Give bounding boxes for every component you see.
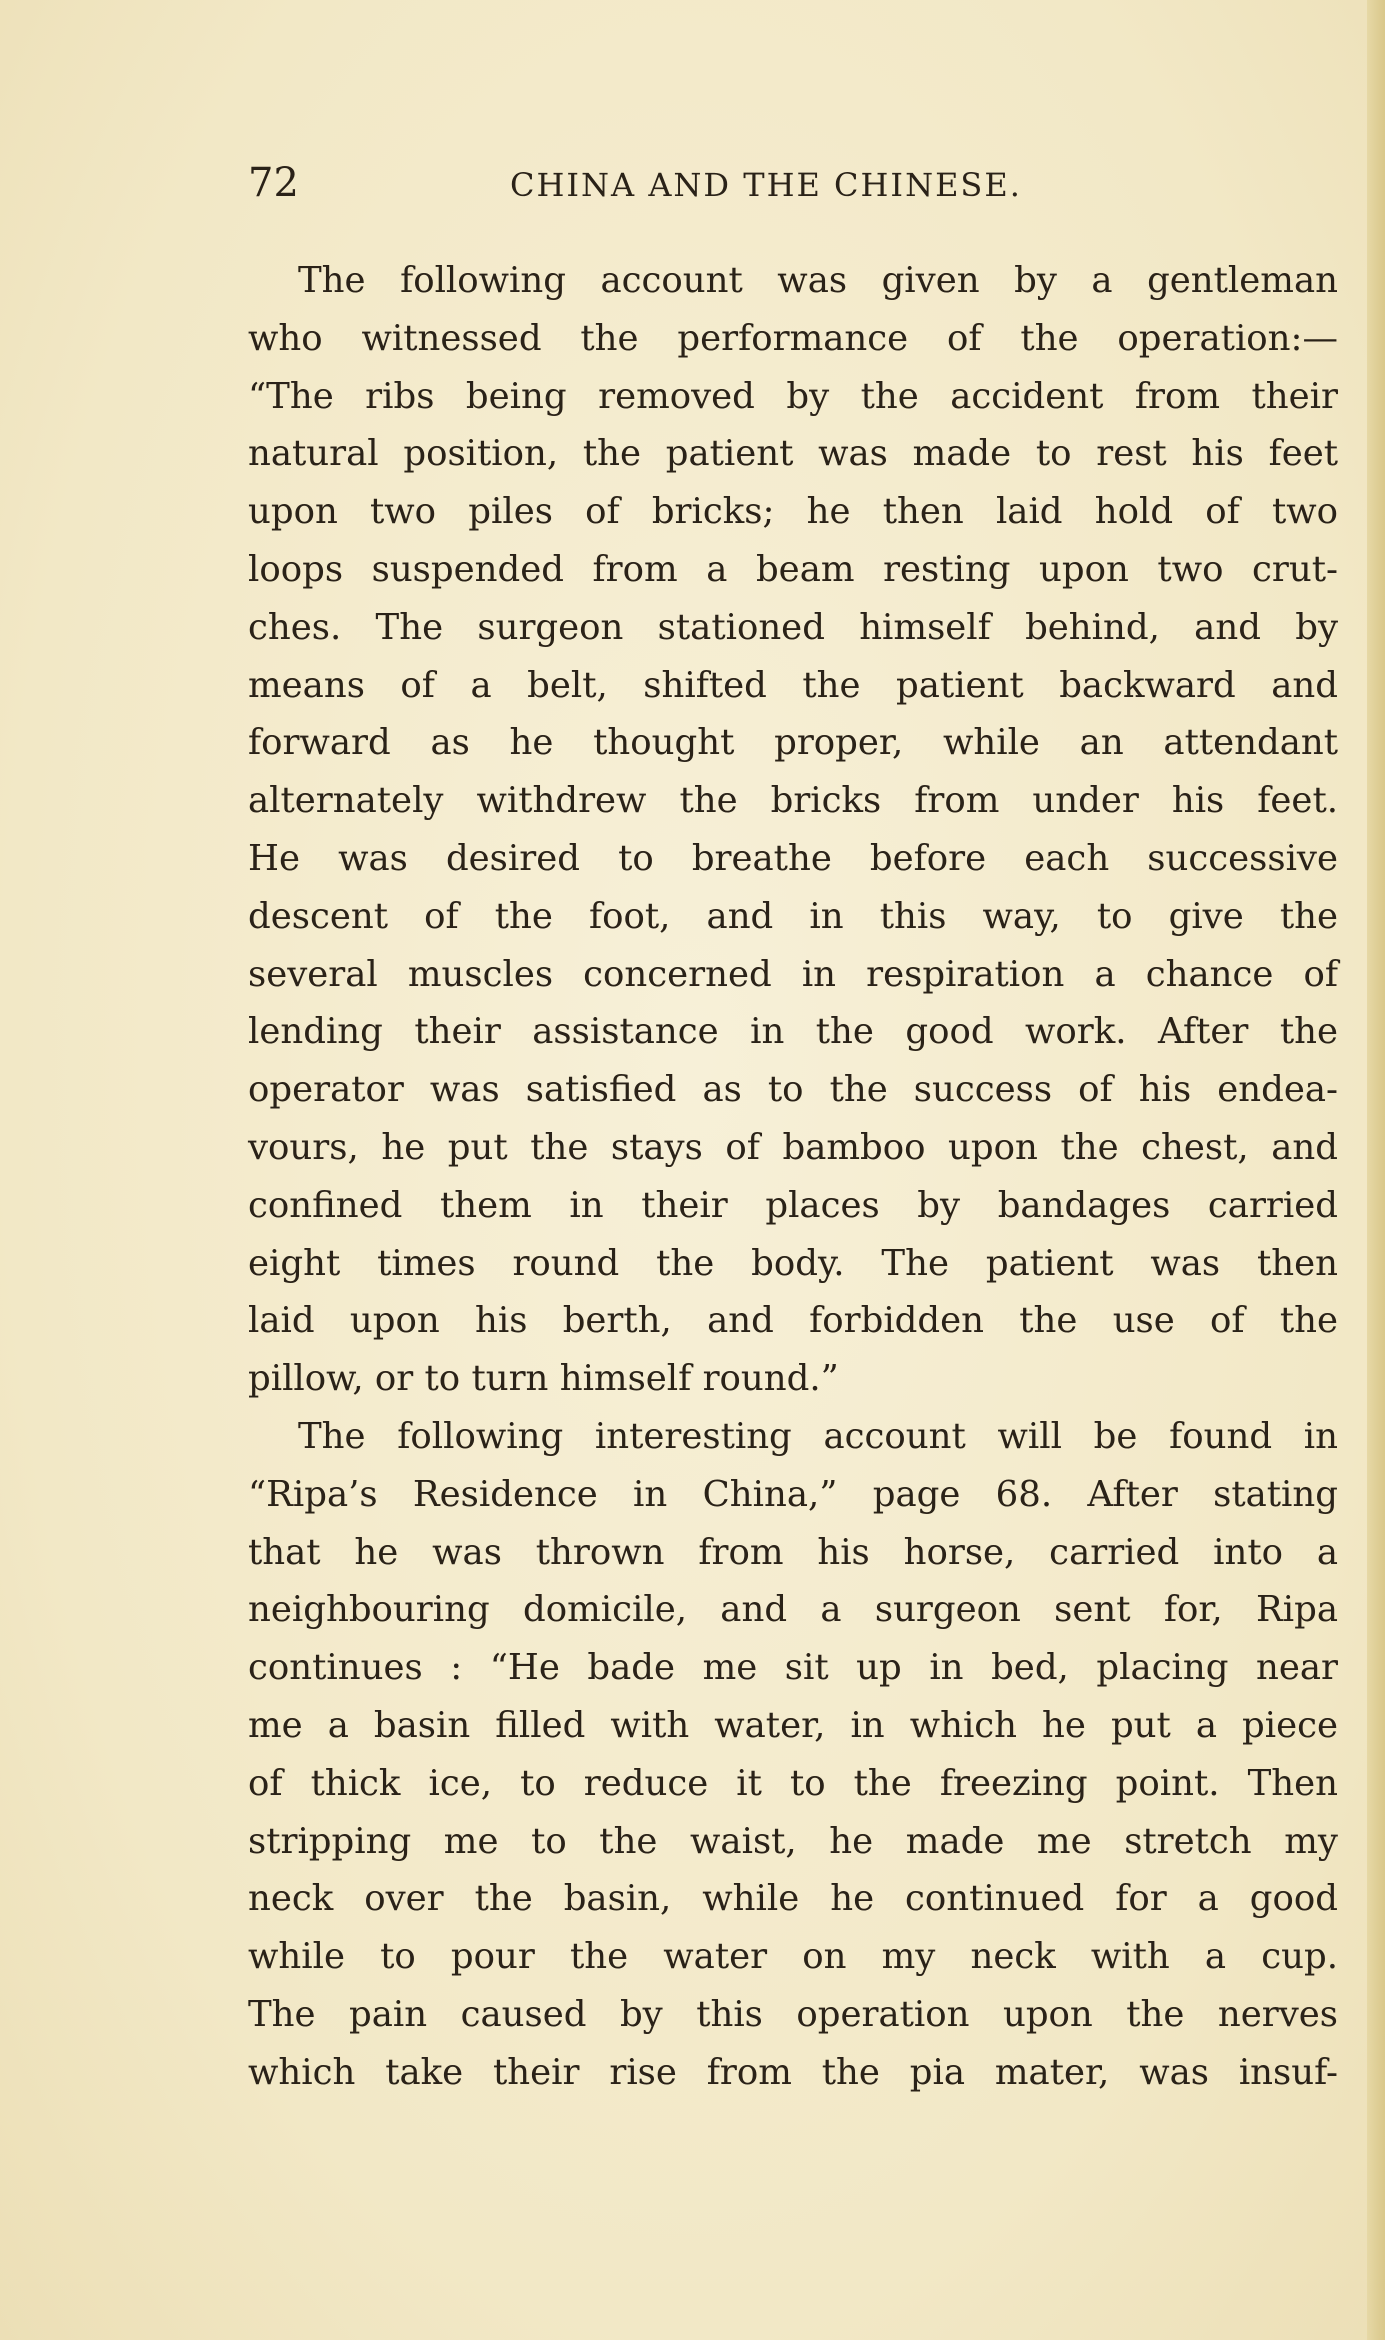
page-edge bbox=[1367, 0, 1385, 2340]
text-line: neck over the basin, while he continued for a good bbox=[248, 1878, 1338, 1920]
text-line: “Ripa’s Residence in China,” page 68. After stating bbox=[248, 1473, 1338, 1515]
text-line: several muscles concerned in respiration a chance of bbox=[248, 953, 1338, 995]
text-line: The pain caused by this operation upon the nerves bbox=[248, 1993, 1338, 2035]
text-line: stripping me to the waist, he made me stretch my bbox=[248, 1820, 1338, 1862]
text-line: forward as he thought proper, while an attendant bbox=[248, 722, 1338, 764]
running-title: CHINA AND THE CHINESE. bbox=[510, 166, 1022, 204]
text-line: upon two piles of bricks; he then laid hold of two bbox=[248, 491, 1338, 533]
text-line: me a basin filled with water, in which he put a piece bbox=[248, 1704, 1338, 1746]
text-line: laid upon his berth, and forbidden the use of the bbox=[248, 1300, 1338, 1342]
text-line: neighbouring domicile, and a surgeon sent for, Ripa bbox=[248, 1589, 1338, 1631]
body-text bbox=[248, 252, 1338, 2102]
text-line: while to pour the water on my neck with a cup. bbox=[248, 1936, 1338, 1978]
page-number: 72 bbox=[248, 160, 299, 206]
text-line: eight times round the body. The patient was then bbox=[248, 1242, 1338, 1284]
text-line: natural position, the patient was made to rest his feet bbox=[248, 433, 1338, 475]
text-line: alternately withdrew the bricks from under his feet. bbox=[248, 780, 1338, 822]
text-line: He was desired to breathe before each successive bbox=[248, 837, 1338, 879]
text-line: confined them in their places by bandages carried bbox=[248, 1184, 1338, 1226]
text-line: who witnessed the performance of the operation:— bbox=[248, 317, 1338, 359]
text-line: operator was satisfied as to the success of his endea- bbox=[248, 1069, 1338, 1111]
text-line: lending their assistance in the good work. After the bbox=[248, 1011, 1338, 1053]
text-line: continues : “He bade me sit up in bed, placing near bbox=[248, 1647, 1338, 1689]
text-line: which take their rise from the pia mater, was insuf- bbox=[248, 2051, 1338, 2093]
text-line: descent of the foot, and in this way, to give the bbox=[248, 895, 1338, 937]
text-line: “The ribs being removed by the accident from their bbox=[248, 375, 1338, 417]
text-line: pillow, or to turn himself round.” bbox=[248, 1358, 839, 1400]
text-line: The following interesting account will be found in bbox=[298, 1415, 1338, 1457]
text-line: The following account was given by a gentleman bbox=[298, 260, 1338, 301]
text-line: vours, he put the stays of bamboo upon the chest, and bbox=[248, 1126, 1338, 1168]
text-line: of thick ice, to reduce it to the freezing point. Then bbox=[248, 1762, 1338, 1804]
text-line: loops suspended from a beam resting upon two crut- bbox=[248, 548, 1338, 590]
page-header bbox=[248, 158, 1088, 208]
text-line: ches. The surgeon stationed himself behind, and by bbox=[248, 606, 1338, 648]
text-line: means of a belt, shifted the patient backward and bbox=[248, 664, 1338, 706]
text-line: that he was thrown from his horse, carried into a bbox=[248, 1531, 1338, 1573]
